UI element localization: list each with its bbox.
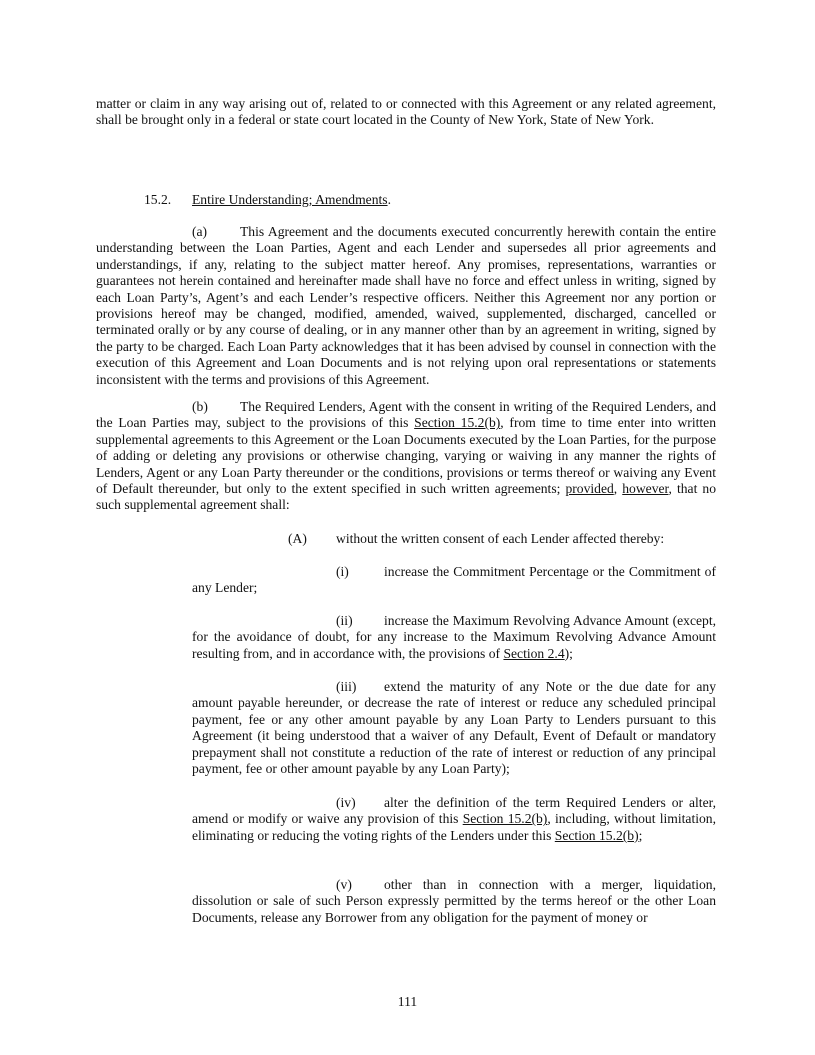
item-iv-section-reference-2: Section 15.2(b): [554, 827, 639, 843]
item-iv-label: (iv): [336, 795, 356, 810]
paragraph-a: [96, 224, 716, 388]
item-iv-text-3: ;: [638, 827, 643, 843]
paragraph-b: [96, 399, 716, 514]
section-reference-link: Section 15.2(b): [414, 415, 501, 431]
however-term: however: [622, 481, 669, 497]
paragraph-A: [288, 531, 716, 547]
paragraph-a-label: (a): [192, 224, 208, 239]
item-iv-text-1: alter the definition of the term Required Lenders or alter, amend or modify or waive any provision of this: [192, 795, 716, 827]
item-ii-section-reference: Section 2.4: [503, 645, 565, 661]
item-iv-text-2: , including, without limitation, eliminating or reducing the voting rights of the Lenders under this: [192, 811, 716, 843]
paragraph-b-text-3: , that no such supplemental agreement shall:: [96, 481, 717, 513]
section-number: 15.2.: [144, 192, 172, 207]
page-number: 111: [397, 994, 418, 1009]
paragraph-b-label: (b): [192, 399, 208, 414]
item-i-label: (i): [336, 564, 349, 579]
item-iii: [192, 679, 716, 777]
paragraph-b-text-1: The Required Lenders, Agent with the consent in writing of the Required Lenders, and the Loan Parties may, subject to the provisions of this: [96, 399, 716, 431]
item-v-label: (v): [336, 877, 352, 892]
item-v: [192, 877, 716, 926]
item-iii-text: extend the maturity of any Note or the due date for any amount payable hereunder, or decrease the rate of interest or reduce any scheduled principal payment, fee or any other amount payable by any Loan Party to Lenders pursuant to this Agreement (it being understood that a waiver of any Default, Event of Default or mandatory prepayment shall not constitute a reduction of the rate of interest or reduction of any principal payment, fee or other amount payable by any Loan Party);: [192, 679, 716, 777]
item-i: [192, 564, 716, 597]
item-iii-label: (iii): [336, 679, 357, 694]
item-iv: [192, 795, 716, 844]
section-heading: [144, 192, 391, 208]
provided-term: provided: [565, 481, 614, 497]
continuation-text: matter or claim in any way arising out of, related to or connected with this Agreement or any related agreement, shall be brought only in a federal or state court located in the County of New York, State of New York.: [96, 96, 716, 128]
section-title: Entire Understanding; Amendments: [192, 192, 388, 207]
paragraph-b-comma: ,: [613, 481, 623, 497]
paragraph-a-text: This Agreement and the documents executed concurrently herewith contain the entire understanding between the Loan Parties, Agent and each Lender and supersedes all prior agreements and understandings, if any, relating to the subject matter hereof. Any promises, representations, warranties or guarantees not herein contained and hereinafter made shall have no force and effect unless in writing, signed by each Loan Party’s, Agent’s and each Lender’s respective officers. Neither this Agreement nor any portion or provisions hereof may be changed, modified, amended, waived, supplemented, discharged, cancelled or terminated orally or by any course of dealing, or in any manner other than by an agreement in writing, signed by the party to be charged. Each Loan Party acknowledges that it has been advised by counsel in connection with the execution of this Agreement and Loan Documents and is not relying upon oral representations or statements inconsistent with the terms and provisions of this Agreement.: [96, 224, 716, 387]
section-title-period: .: [387, 192, 391, 207]
item-ii: [192, 613, 716, 662]
continuation-paragraph: [96, 96, 716, 129]
item-ii-text-1: increase the Maximum Revolving Advance Amount (except, for the avoidance of doubt, for any increase to the Maximum Revolving Advance Amount resulting from, and in accordance with, the provisions of: [192, 613, 716, 661]
paragraph-A-label: (A): [288, 531, 307, 546]
item-v-text: other than in connection with a merger, liquidation, dissolution or sale of such Person expressly permitted by the terms hereof or the other Loan Documents, release any Borrower from any obligation for the payment of money or: [192, 877, 716, 925]
item-i-text: increase the Commitment Percentage or the Commitment of any Lender;: [192, 564, 716, 596]
paragraph-A-text: without the written consent of each Lender affected thereby:: [336, 531, 665, 546]
item-ii-text-2: );: [564, 645, 573, 661]
item-ii-label: (ii): [336, 613, 353, 628]
item-iv-section-reference-1: Section 15.2(b): [462, 811, 548, 827]
paragraph-b-text-2: , from time to time enter into written supplemental agreements to this Agreement or the Loan Documents executed by the Loan Parties, for the purpose of adding or deleting any provisions or otherwise changing, varying or waiving in any manner the rights of Lenders, Agent or any Loan Party thereunder or the conditions, provisions or terms thereof or waiving any Event of Default thereunder, but only to the extent specified in such written agreements;: [96, 415, 716, 497]
